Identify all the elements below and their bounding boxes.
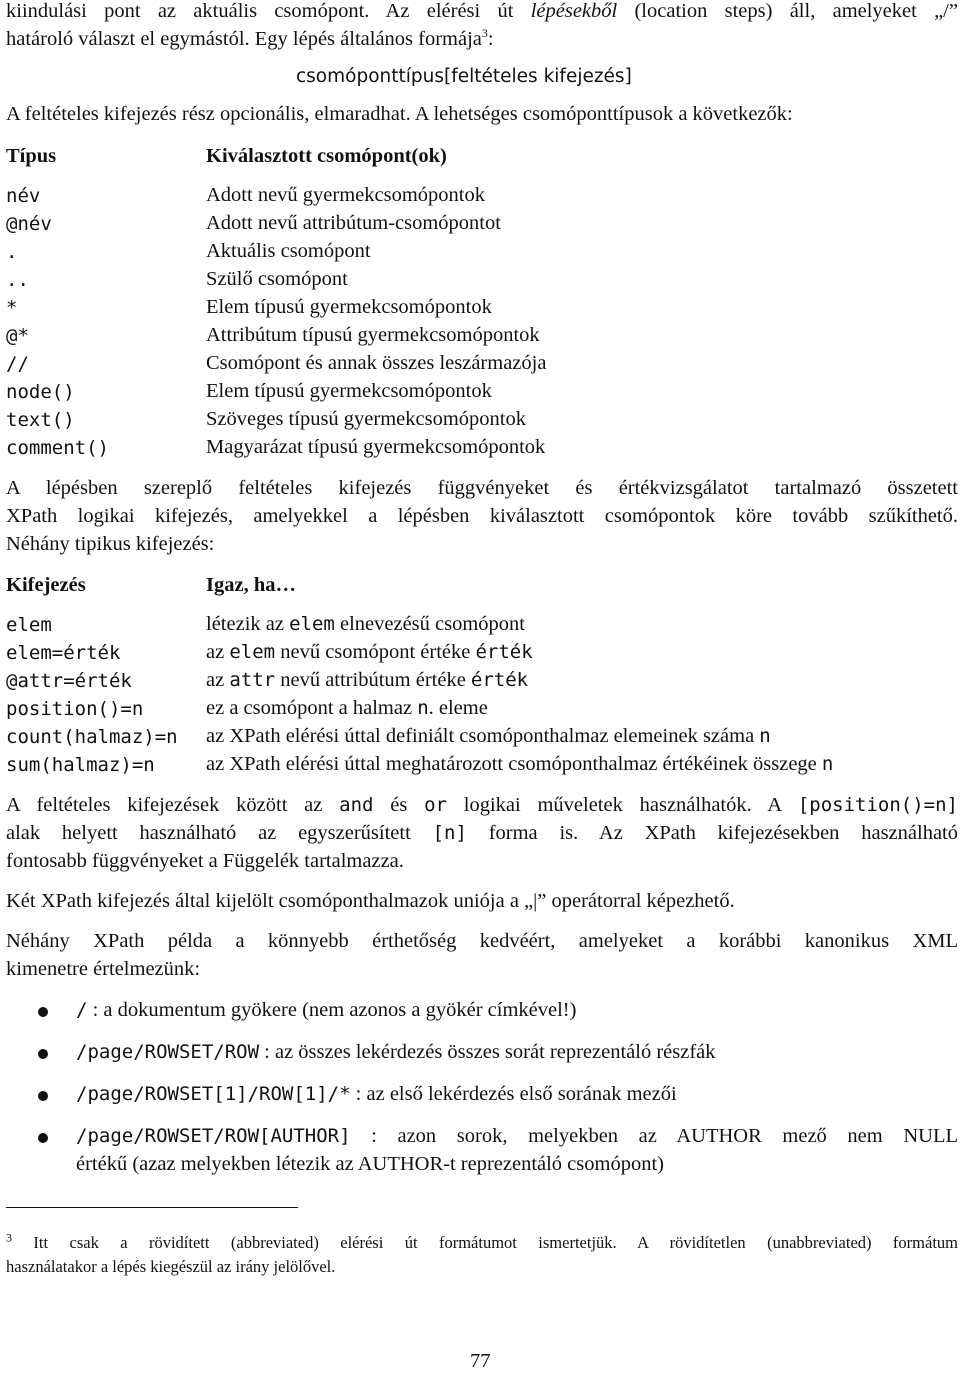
table1-row-type: @* bbox=[6, 325, 29, 347]
table2-row-expr: elem=érték bbox=[6, 642, 121, 664]
table2-header-expression: Kifejezés bbox=[6, 574, 86, 596]
table1-header-type: Típus bbox=[6, 145, 57, 167]
table2-row-desc: az XPath elérési úttal meghatározott csomóponthalmaz értékéinek összege n bbox=[206, 753, 834, 775]
list-item: /page/ROWSET/ROW : az összes lekérdezés összes sorát reprezentáló részfák bbox=[76, 1041, 716, 1063]
table2-row-desc: ez a csomópont a halmaz n. eleme bbox=[206, 697, 488, 719]
optional-paragraph: A feltételes kifejezés rész opcionális, elmaradhat. A lehetséges csomóponttípusok a következők: bbox=[6, 103, 793, 125]
list-item: /page/ROWSET[1]/ROW[1]/* : az első lekérdezés első sorának mezői bbox=[76, 1083, 677, 1105]
table2-row-expr: elem bbox=[6, 614, 52, 636]
table1-row-desc: Adott nevű gyermekcsomópontok bbox=[206, 184, 485, 206]
table2-row-expr: sum(halmaz)=n bbox=[6, 754, 155, 776]
table2-header-true-if: Igaz, ha… bbox=[206, 574, 296, 596]
footnote-line-1: $^3$ Itt csak a rövidített (abbreviated) elérési út formátumot ismertetjük. A rövidítetlen (unabbreviated) formátum bbox=[6, 1230, 958, 1252]
footnote-line-2: használatakor a lépés kiegészül az irány jelölővel. bbox=[6, 1257, 336, 1276]
table2-row-expr: position()=n bbox=[6, 698, 144, 720]
table1-row-desc: Szülő csomópont bbox=[206, 268, 348, 290]
bullet-dot bbox=[38, 1007, 48, 1017]
table1-row-type: . bbox=[6, 241, 18, 263]
list-item: / : a dokumentum gyökere (nem azonos a gyökér címkével!) bbox=[76, 999, 577, 1021]
footnote-separator bbox=[6, 1207, 298, 1208]
table2-row-desc: az attr nevű attribútum értéke érték bbox=[206, 669, 529, 691]
intro-line-2: határoló választ el egymástól. Egy lépés általános formája$^3$: bbox=[6, 26, 494, 50]
table2-row-expr: @attr=érték bbox=[6, 670, 132, 692]
union-paragraph: Két XPath kifejezés által kijelölt csomóponthalmazok uniója a „|” operátorral képezhető. bbox=[6, 890, 735, 912]
examples-intro-line-1: Néhány XPath példa a könnyebb érthetőség kedvéért, amelyeket a korábbi kanonikus XML bbox=[6, 930, 958, 952]
list-item-continuation: értékű (azaz melyekben létezik az AUTHOR-t reprezentáló csomópont) bbox=[76, 1153, 664, 1175]
table1-row-desc: Csomópont és annak összes leszármazója bbox=[206, 352, 547, 374]
syntax-line: csomóponttípus[feltételes kifejezés] bbox=[296, 66, 632, 87]
table1-header-selected: Kiválasztott csomópont(ok) bbox=[206, 145, 447, 167]
table1-row-type: * bbox=[6, 297, 18, 319]
list-item: /page/ROWSET/ROW[AUTHOR] : azon sorok, melyekben az AUTHOR mező nem NULL bbox=[76, 1125, 958, 1147]
intro-line-1: kiindulási pont az aktuális csomópont. Az elérési út lépésekből (location steps) áll, amelyeket „/” bbox=[6, 0, 958, 22]
table1-row-desc: Attribútum típusú gyermekcsomópontok bbox=[206, 324, 540, 346]
table1-row-type: .. bbox=[6, 269, 29, 291]
page-number: 77 bbox=[470, 1350, 491, 1372]
table2-row-desc: az elem nevű csomópont értéke érték bbox=[206, 641, 533, 663]
table1-row-desc: Elem típusú gyermekcsomópontok bbox=[206, 296, 492, 318]
table1-row-desc: Magyarázat típusú gyermekcsomópontok bbox=[206, 436, 546, 458]
bullet-dot bbox=[38, 1049, 48, 1059]
table2-row-desc: az XPath elérési úttal definiált csomóponthalmaz elemeinek száma n bbox=[206, 725, 771, 747]
table1-row-desc: Aktuális csomópont bbox=[206, 240, 371, 262]
bullet-dot bbox=[38, 1091, 48, 1101]
table2-row-desc: létezik az elem elnevezésű csomópont bbox=[206, 613, 525, 635]
conditional-paragraph-line-2: XPath logikai kifejezés, amelyekkel a lépésben kiválasztott csomópontok köre tovább szűkíthető. bbox=[6, 505, 958, 527]
table1-row-type: név bbox=[6, 185, 41, 207]
bullet-dot bbox=[38, 1133, 48, 1143]
table2-row-expr: count(halmaz)=n bbox=[6, 726, 178, 748]
examples-intro-line-2: kimenetre értelmezünk: bbox=[6, 958, 201, 980]
table1-row-desc: Adott nevű attribútum-csomópontot bbox=[206, 212, 501, 234]
table1-row-type: comment() bbox=[6, 437, 109, 459]
table1-row-type: // bbox=[6, 353, 29, 375]
operators-paragraph-line-2: alak helyett használható az egyszerűsített [n] forma is. Az XPath kifejezésekben használható bbox=[6, 822, 958, 844]
conditional-paragraph-line-3: Néhány tipikus kifejezés: bbox=[6, 533, 215, 555]
table1-row-desc: Szöveges típusú gyermekcsomópontok bbox=[206, 408, 526, 430]
table1-row-desc: Elem típusú gyermekcsomópontok bbox=[206, 380, 492, 402]
table1-row-type: @név bbox=[6, 213, 52, 235]
table1-row-type: node() bbox=[6, 381, 75, 403]
conditional-paragraph-line-1: A lépésben szereplő feltételes kifejezés függvényeket és értékvizsgálatot tartalmazó összetett bbox=[6, 477, 958, 499]
operators-paragraph-line-3: fontosabb függvényeket a Függelék tartalmazza. bbox=[6, 850, 404, 872]
table1-row-type: text() bbox=[6, 409, 75, 431]
operators-paragraph-line-1: A feltételes kifejezések között az and és or logikai műveletek használhatók. A [position()=n] bbox=[6, 794, 958, 816]
